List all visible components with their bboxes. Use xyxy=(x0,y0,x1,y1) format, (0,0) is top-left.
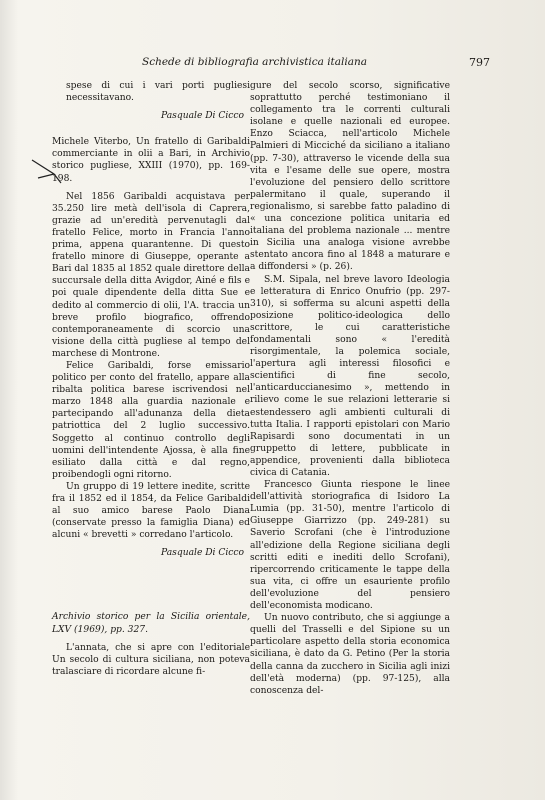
paragraph: Un nuovo contributo, che si aggiunge a quelli del Trasselli e del Sipione su un particolare aspetto della storia economica siciliana, è dato da G. Petino (Per la storia della canna da zucchero in Sicilia agli inizi dell'età moderna) (pp. 97-125), alla conoscenza del- xyxy=(250,613,450,696)
running-title: Schede di bibliografia archivistica italiana xyxy=(142,56,368,68)
bibliographic-entry xyxy=(52,611,250,635)
paragraph: Felice Garibaldi, forse emissario politico per conto del fratello, appare alla ribalta politica barese iscrivendosi nel marzo 1848 alla guardia nazionale e partecipando all'adunanza della dieta patriottica del 2 luglio successivo. Soggetto al continuo controllo degli uomini dell'intendente Ajossa, è alla fine esiliato dalla città e dal regno, proibendogli ogni ritorno. xyxy=(52,360,250,480)
paragraph: Un gruppo di 19 lettere inedite, scritte fra il 1852 ed il 1854, da Felice Garibaldi al suo amico barese Paolo Diana (conservate presso la famiglia Diana) ed alcuni « brevetti » corredano l'articolo. xyxy=(52,481,250,541)
paragraph: Nel 1856 Garibaldi acquistava per 35.250 lire metà dell'isola di Caprera, grazie ad un'eredità pervenutagli dal fratello Felice, morto in Francia l'anno prima, appena quarantenne. Di questo fratello minore di Giuseppe, operante a Bari dal 1835 al 1852 quale direttore della succursale della ditta Avigdor, Ainé e fils e poi quale dipendente della ditta Sue e dedito al commercio di olii, l'A. traccia un breve profilo biografico, offrendo contemporaneamente di scorcio una visione della città pugliese al tempo del marchese di Montrone. xyxy=(52,191,250,359)
signature: Pasquale Di Cicco xyxy=(161,111,244,122)
paragraph: L'annata, che si apre con l'editoriale Un secolo di cultura siciliana, non poteva tralasciare di ricordare alcune fi- xyxy=(52,642,250,677)
signature: Pasquale Di Cicco xyxy=(161,548,244,559)
left-column xyxy=(52,80,250,678)
entry-citation: Michele Viterbo, Un fratello di Garibaldi commerciante in olii a Bari, in Archivio storico pugliese, XXIII (1970), pp. 169-198. xyxy=(52,137,250,184)
right-column xyxy=(250,80,450,697)
page-number: 797 xyxy=(469,56,490,69)
running-header xyxy=(120,56,490,72)
entry-citation: Archivio storico per la Sicilia orientale, LXV (1969), pp. 327. xyxy=(52,612,250,635)
paragraph: S.M. Sipala, nel breve lavoro Ideologia e letteratura di Enrico Onufrio (pp. 297-310), si sofferma su alcuni aspetti della posizione politico-ideologica dello scrittore, le cui caratteristiche fondamentali sono « l'eredità risorgimentale, la polemica sociale, l'apertura agli interessi filosofici e scientifici di fine secolo, l'anticarduccianesimo », mettendo in rilievo come le sue relazioni letterarie si estendessero agli ambienti culturali di tutta Italia. I rapporti epistolari con Mario Rapisardi sono documentati in un gruppetto di lettere, pubblicate in appendice, provenienti dalla biblioteca civica di Catania. xyxy=(250,274,450,478)
paragraph: gure del secolo scorso, significative soprattutto perché testimoniano il collegamento tra le correnti culturali isolane e quelle nazionali ed europee. Enzo Sciacca, nell'articolo Michele Palmieri di Micciché da siciliano a italiano (pp. 7-30), attraverso le vicende della sua vita e l'esame delle sue opere, mostra l'evoluzione del pensiero dello scrittore palermitano il quale, superando il regionalismo, si sarebbe fatto paladino di « una concezione politica unitaria ed italiana del problema nazionale ... mentre in Sicilia una analoga visione avrebbe stentato ancora fino al 1848 a maturare e a diffondersi » (p. 26). xyxy=(250,81,450,273)
paragraph: spese di cui i vari porti pugliesi necessitavano. xyxy=(66,81,250,104)
binding-shadow xyxy=(0,0,18,800)
paragraph: Francesco Giunta riespone le linee dell'attività storiografica di Isidoro La Lumia (pp. 31-50), mentre l'articolo di Giuseppe Giarrizzo (pp. 249-281) su Saverio Scrofani (che è l'introduzione all'edizione della Regione siciliana degli scritti editi e inediti dello Scrofani), ripercorrendo criticamente le tappe della sua vita, ci offre un esauriente profilo dell'evoluzione del pensiero dell'economista modicano. xyxy=(250,480,450,612)
bibliographic-entry xyxy=(52,136,250,184)
